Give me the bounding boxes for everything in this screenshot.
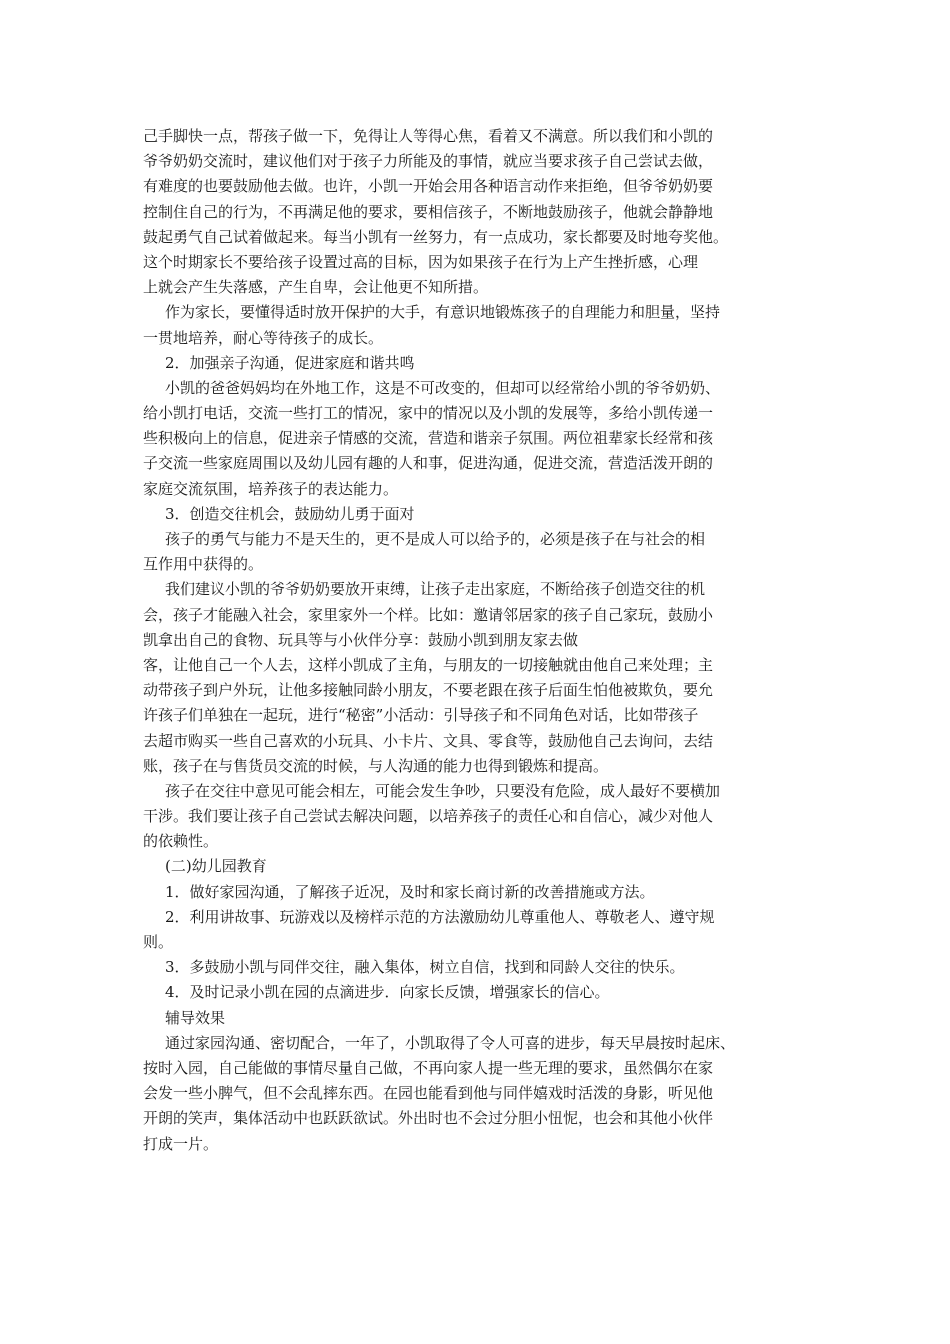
text-line: 互作用中获得的。 — [143, 555, 264, 574]
text-line: 许孩子们单独在一起玩，进行“秘密”小活动：引导孩子和不同角色对话，比如带孩子 — [143, 706, 699, 725]
text-line: 辅导效果 — [165, 1008, 226, 1027]
text-line: 去超市购买一些自己喜欢的小玩具、小卡片、文具、零食等，鼓励他自己去询问，去结 — [143, 731, 714, 750]
text-line: 干涉。我们要让孩子自己尝试去解决问题，以培养孩子的责任心和自信心，减少对他人 — [143, 807, 714, 826]
text-line: 小凯的爸爸妈妈均在外地工作，这是不可改变的，但却可以经常给小凯的爷爷奶奶、 — [165, 378, 721, 397]
document-page — [143, 124, 823, 1157]
text-line: 我们建议小凯的爷爷奶奶要放开束缚，让孩子走出家庭，不断给孩子创造交往的机 — [165, 580, 706, 599]
text-line: 1．做好家园沟通，了解孩子近况，及时和家长商讨新的改善措施或方法。 — [165, 882, 655, 901]
text-line: 这个时期家长不要给孩子设置过高的目标，因为如果孩子在行为上产生挫折感，心理 — [143, 252, 699, 271]
text-line: 的依赖性。 — [143, 832, 219, 851]
text-line: 会发一些小脾气，但不会乱摔东西。在园也能看到他与同伴嬉戏时活泼的身影，听见他 — [143, 1084, 714, 1103]
text-line: 爷爷奶奶交流时，建议他们对于孩子力所能及的事情，就应当要求孩子自己尝试去做， — [143, 152, 714, 171]
text-line: 凯拿出自己的食物、玩具等与小伙伴分享：鼓励小凯到朋友家去做 — [143, 630, 579, 649]
text-line: 4．及时记录小凯在园的点滴进步．向家长反馈，增强家长的信心。 — [165, 983, 610, 1002]
text-line: 账，孩子在与售货员交流的时候，与人沟通的能力也得到锻炼和提高。 — [143, 756, 609, 775]
text-line: 上就会产生失落感，产生自卑，会让他更不知所措。 — [143, 278, 489, 297]
text-line: 孩子在交往中意见可能会相左，可能会发生争吵，只要没有危险，成人最好不要横加 — [165, 781, 721, 800]
text-line: 3．多鼓励小凯与同伴交往，融入集体，树立自信，找到和同龄人交往的快乐。 — [165, 958, 685, 977]
text-line: 通过家园沟通、密切配合，一年了，小凯取得了令人可喜的进步，每天早晨按时起床、 — [165, 1033, 736, 1052]
text-line: 2．加强亲子沟通，促进家庭和谐共鸣 — [165, 353, 415, 372]
text-line: 则。 — [143, 933, 174, 951]
text-line: 有难度的也要鼓励他去做。也许，小凯一开始会用各种语言动作来拒绝，但爷爷奶奶要 — [143, 177, 714, 196]
text-line: (二)幼儿园教育 — [165, 857, 267, 876]
text-line: 孩子的勇气与能力不是天生的，更不是成人可以给予的，必须是孩子在与社会的相 — [165, 530, 706, 548]
text-line: 打成一片。 — [143, 1134, 219, 1153]
text-line: 子交流一些家庭周围以及幼儿园有趣的人和事，促进沟通，促进交流，营造活泼开朗的 — [143, 454, 714, 473]
text-line: 2．利用讲故事、玩游戏以及榜样示范的方法激励幼儿尊重他人、尊敬老人、遵守规 — [165, 907, 715, 926]
text-line: 家庭交流氛围，培养孩子的表达能力。 — [143, 479, 399, 498]
text-line: 动带孩子到户外玩，让他多接触同龄小朋友，不要老跟在孩子后面生怕他被欺负，要允 — [143, 681, 714, 700]
text-line: 按时入园，自己能做的事情尽量自己做，不再向家人提一些无理的要求，虽然偶尔在家 — [143, 1058, 714, 1077]
text-line: 开朗的笑声，集体活动中也跃跃欲试。外出时也不会过分胆小忸怩，也会和其他小伙伴 — [143, 1109, 714, 1128]
text-line: 些积极向上的信息，促进亲子情感的交流，营造和谐亲子氛围。两位祖辈家长经常和孩 — [143, 429, 714, 448]
text-line: 会，孩子才能融入社会，家里家外一个样。比如：邀请邻居家的孩子自己家玩，鼓励小 — [143, 605, 714, 624]
text-line: 客，让他自己一个人去，这样小凯成了主角，与朋友的一切接触就由他自己来处理；主 — [143, 655, 714, 674]
text-line: 3．创造交往机会，鼓励幼儿勇于面对 — [165, 504, 415, 523]
text-line: 控制住自己的行为，不再满足他的要求，要相信孩子，不断地鼓励孩子，他就会静静地 — [143, 202, 714, 221]
text-line: 一贯地培养，耐心等待孩子的成长。 — [143, 328, 384, 347]
text-line: 作为家长，要懂得适时放开保护的大手，有意识地锻炼孩子的自理能力和胆量，坚持 — [165, 303, 721, 322]
text-line: 给小凯打电话，交流一些打工的情况，家中的情况以及小凯的发展等，多给小凯传递一 — [143, 404, 714, 423]
text-line: 鼓起勇气自己试着做起来。每当小凯有一丝努力，有一点成功，家长都要及时地夸奖他。 — [143, 227, 729, 246]
text-line: 己手脚快一点，帮孩子做一下，免得让人等得心焦，看着又不满意。所以我们和小凯的 — [143, 127, 714, 145]
